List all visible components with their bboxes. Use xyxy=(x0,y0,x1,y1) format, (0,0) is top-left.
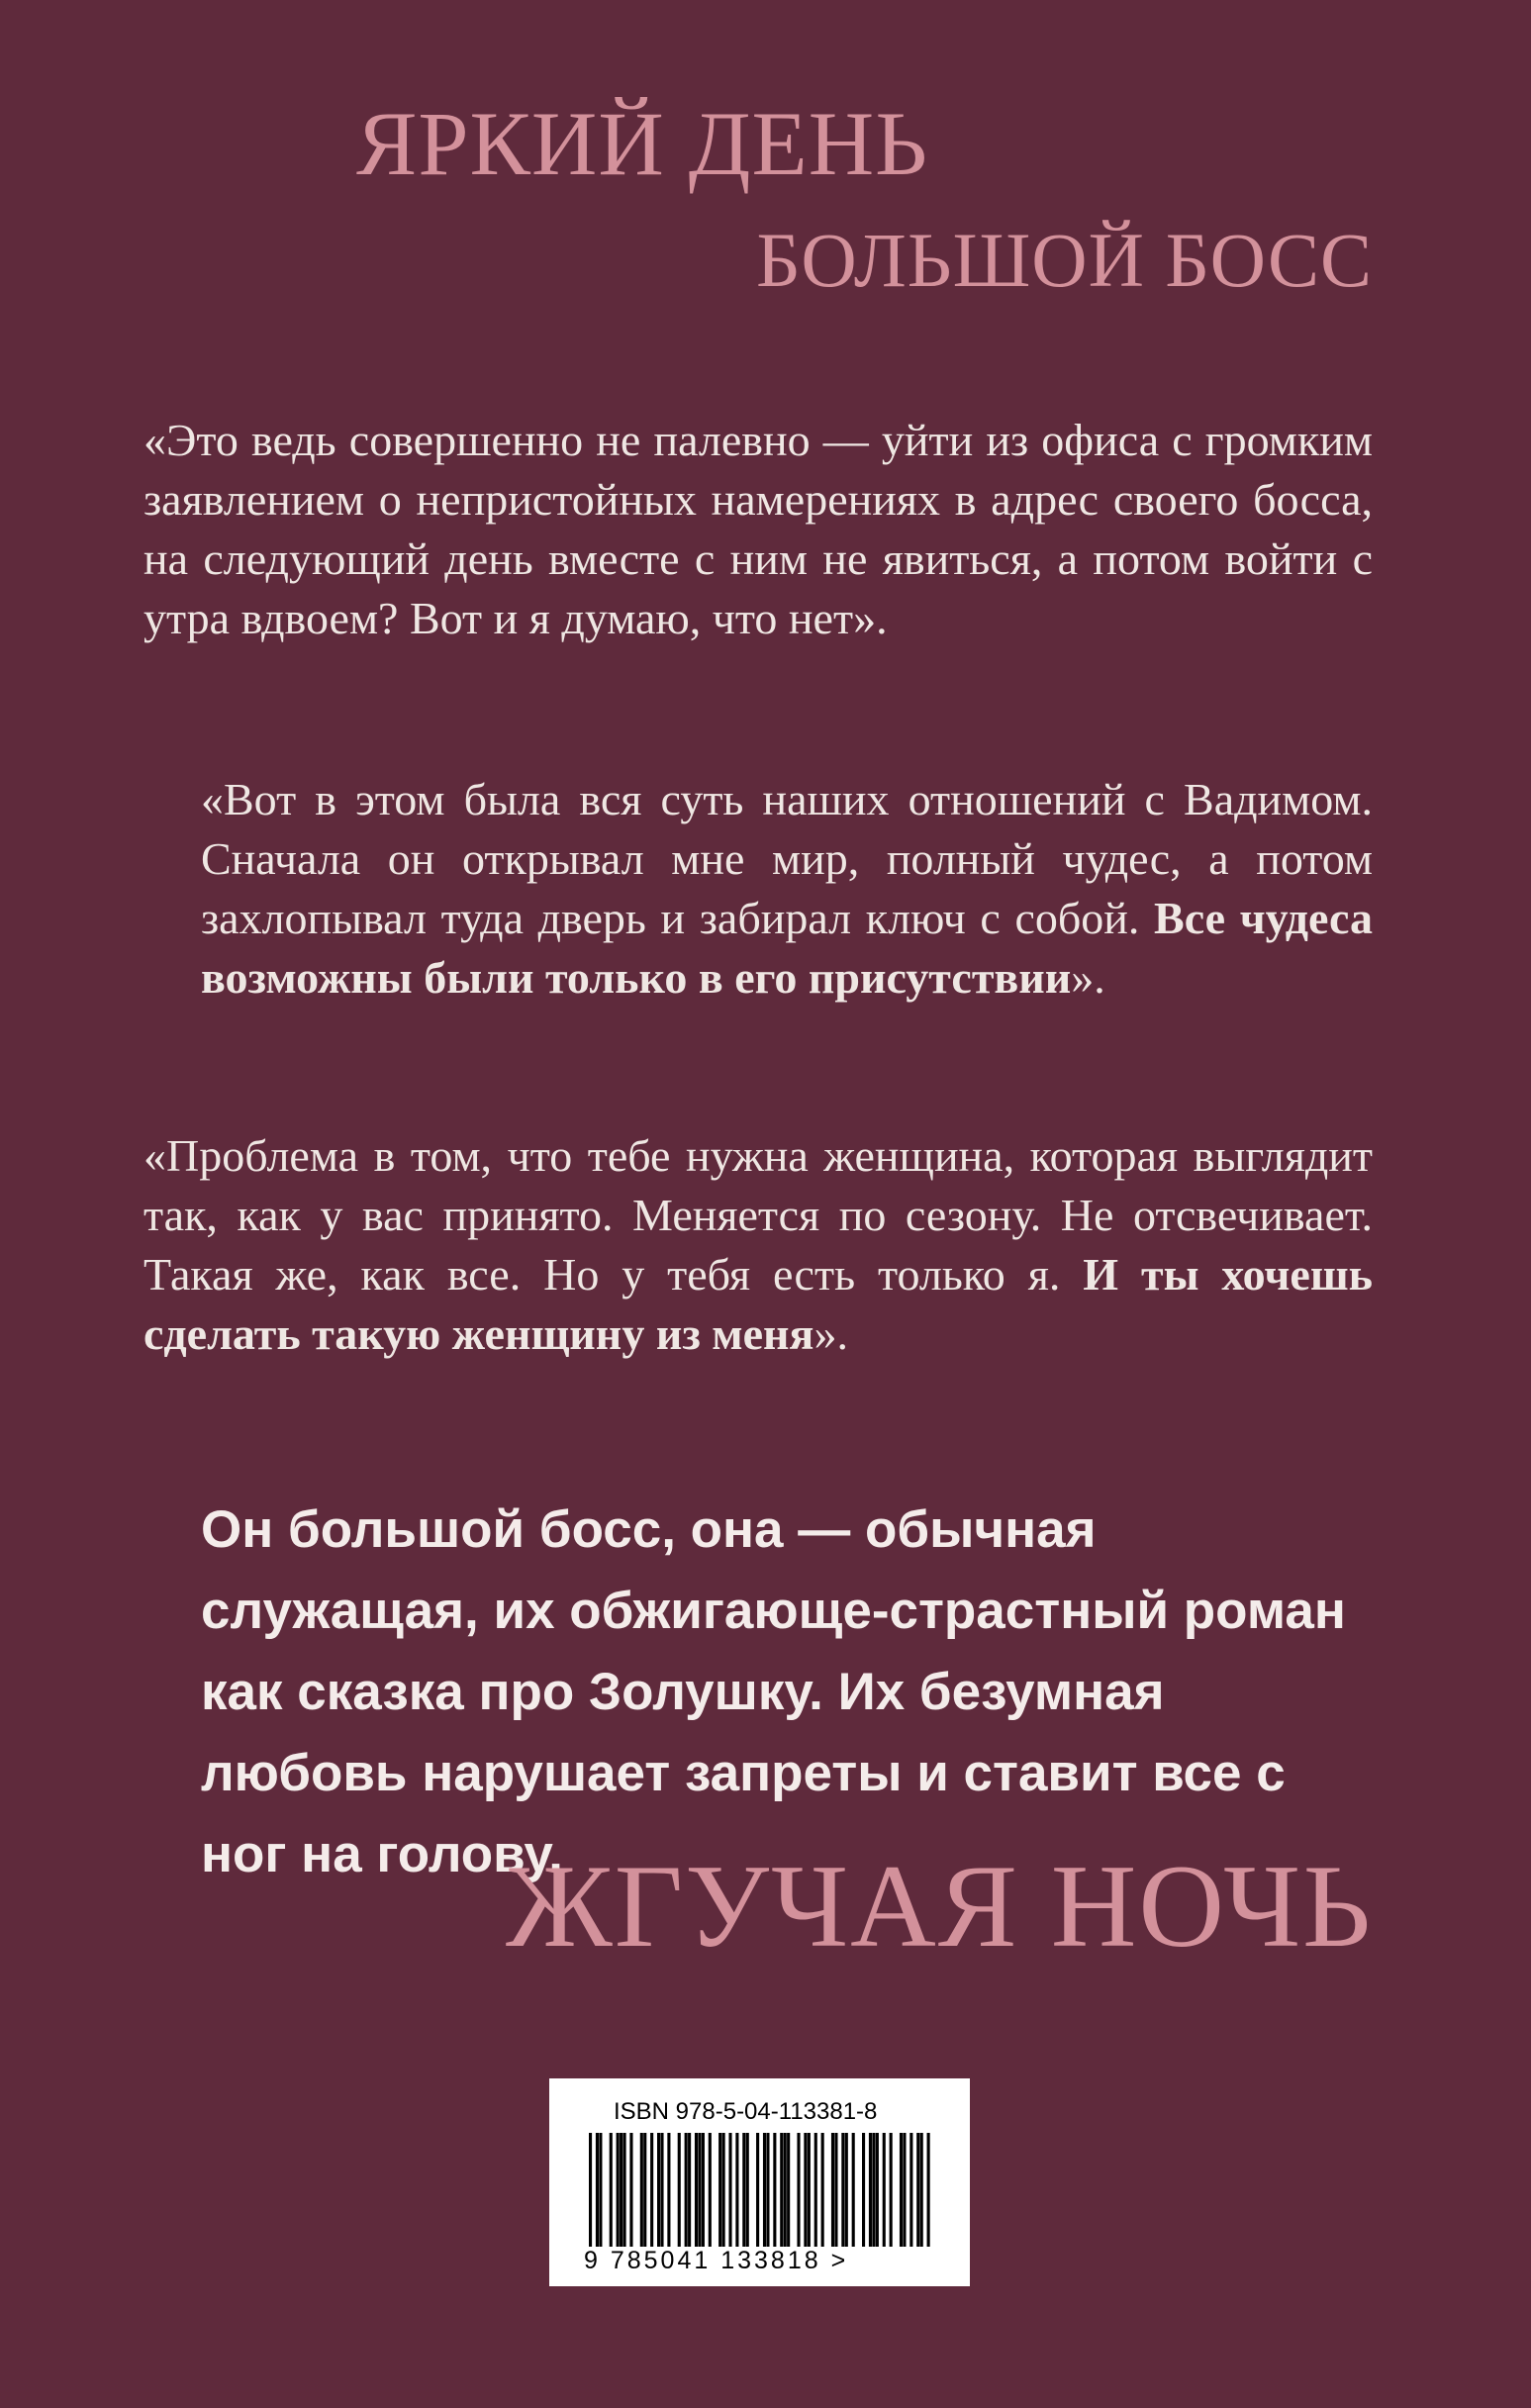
quote-3-bold: И ты хочешь сделать такую женщину из меня xyxy=(144,1249,1373,1359)
quote-3 xyxy=(144,1126,1373,1364)
book-summary: Он большой босс, она — обычная служащая, их обжигающе-страстный роман как сказка про Золушку. Их безумная любовь нарушает запреты и ставит все с ног на голову. xyxy=(201,1500,1346,1883)
quote-2-end: ». xyxy=(1071,952,1105,1003)
barcode-digits: 9 785041 133818 > xyxy=(584,2247,849,2274)
quote-1 xyxy=(144,411,1373,648)
barcode-icon xyxy=(589,2133,930,2247)
series-title-bright-day: ЯРКИЙ ДЕНЬ xyxy=(356,93,928,194)
quote-1-text: «Это ведь совершенно не палевно — уйти из офиса с громким заявлением о непристойных намерениях в адрес своего босса, на следующий день вместе с ним не явиться, а потом войти с утра вдвоем? Вот и я думаю, что нет». xyxy=(144,415,1373,643)
isbn-text: ISBN 978-5-04-113381-8 xyxy=(614,2098,878,2125)
quote-3-end: ». xyxy=(813,1308,848,1359)
series-title-big-boss: БОЛЬШОЙ БОСС xyxy=(756,217,1373,303)
series-title-burning-night: ЖГУЧАЯ НОЧЬ xyxy=(506,1840,1373,1972)
quote-2-text: «Вот в этом была вся суть наших отношений с Вадимом. Сначала он открывал мне мир, полный чудес, а потом захлопывал туда дверь и забирал ключ с собой. xyxy=(201,774,1373,943)
quote-2 xyxy=(201,770,1373,1008)
barcode-label xyxy=(549,2078,970,2286)
quote-3-text: «Проблема в том, что тебе нужна женщина, которая выглядит так, как у вас принято. Меняется по сезону. Не отсвечивает. Такая же, как все. Но у тебя есть только я. xyxy=(144,1130,1373,1300)
quote-2-bold: Все чудеса возможны были только в его присутствии xyxy=(201,893,1373,1003)
